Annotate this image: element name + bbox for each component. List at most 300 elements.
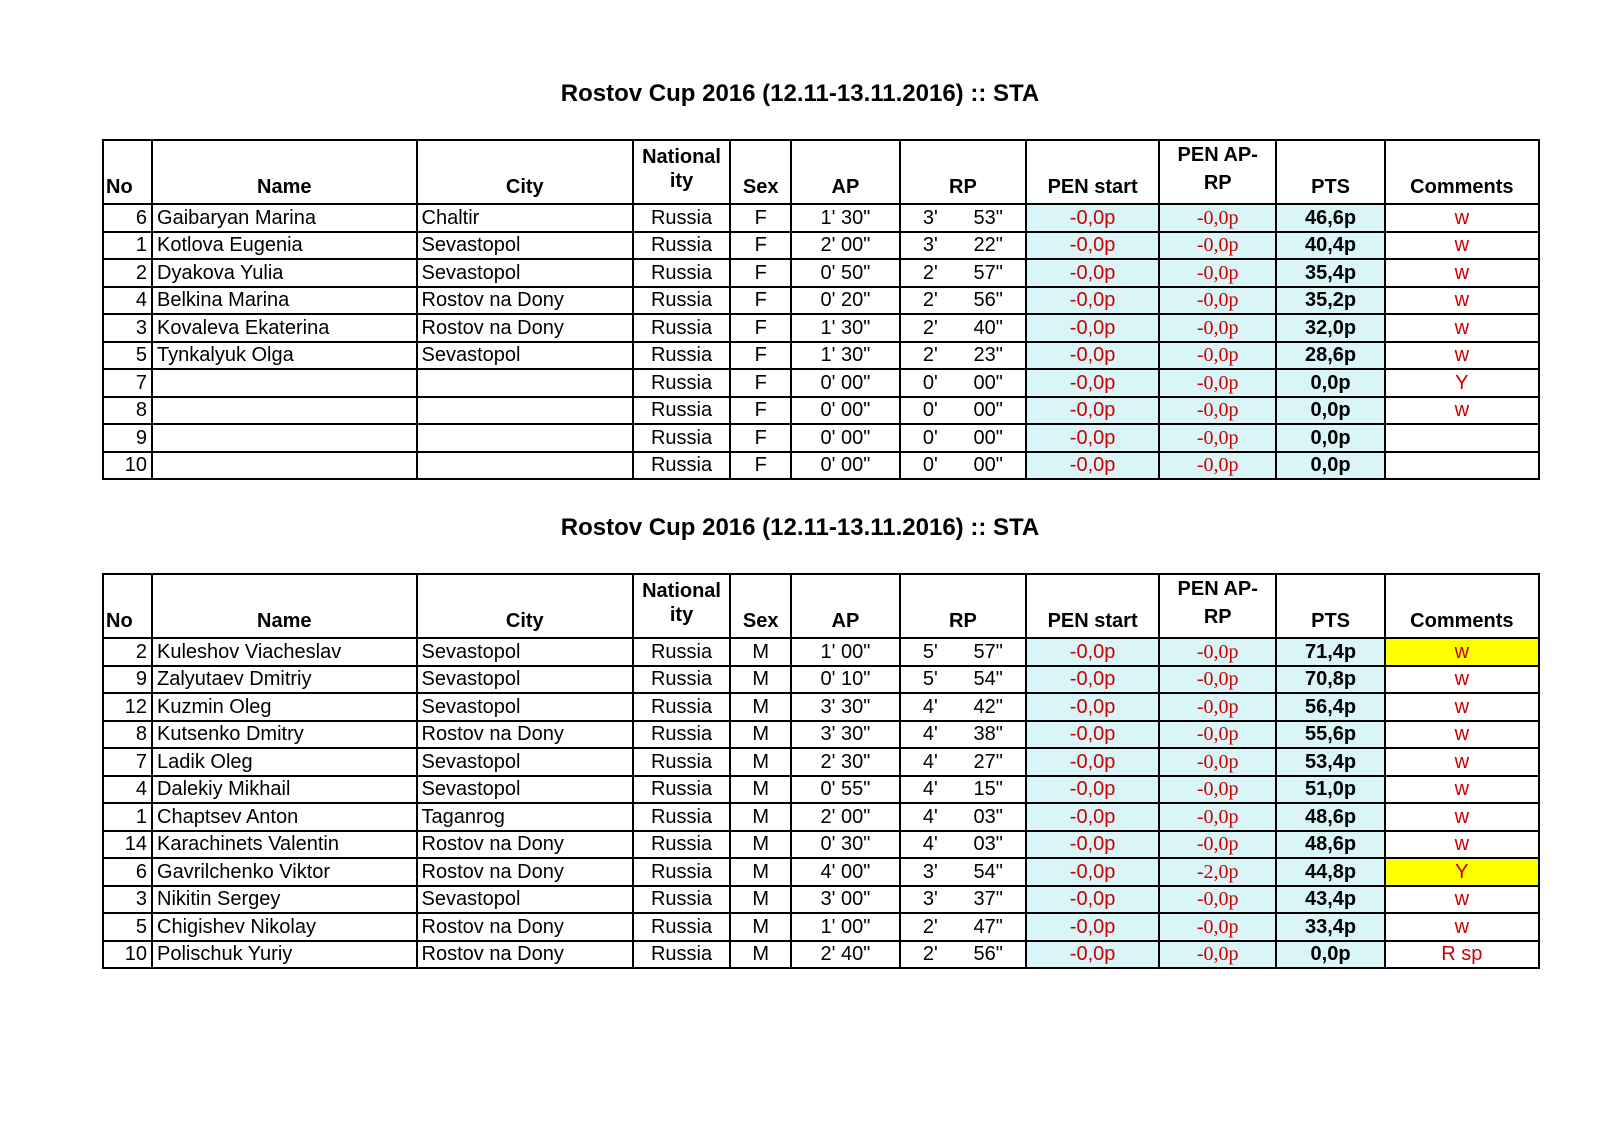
rp-seconds: 15" — [973, 778, 1003, 801]
cell-comment: w — [1385, 666, 1539, 694]
cell-rp — [900, 858, 1027, 886]
cell-pts: 46,6p — [1276, 204, 1384, 232]
cell-pts: 0,0p — [1276, 424, 1384, 452]
cell-ap: 1' 30" — [791, 314, 899, 342]
cell-sex: F — [730, 369, 791, 397]
cell-sex: F — [730, 452, 791, 480]
cell-ap: 2' 00" — [791, 803, 899, 831]
cell-comment: w — [1385, 831, 1539, 859]
cell-no: 9 — [103, 424, 152, 452]
cell-ap: 1' 00" — [791, 638, 899, 666]
rp-seconds: 56" — [973, 289, 1003, 312]
cell-pen-ap-rp: -0,0p — [1159, 452, 1276, 480]
table-row — [103, 452, 1539, 480]
cell-no: 2 — [103, 259, 152, 287]
rp-minutes: 5' — [922, 640, 938, 663]
table-body-women — [103, 204, 1539, 479]
cell-pts: 0,0p — [1276, 941, 1384, 969]
cell-city: Sevastopol — [417, 776, 634, 804]
rp-seconds: 27" — [973, 750, 1003, 773]
table-row — [103, 369, 1539, 397]
cell-pts: 33,4p — [1276, 913, 1384, 941]
cell-sex: F — [730, 424, 791, 452]
table-row — [103, 397, 1539, 425]
rp-minutes: 3' — [922, 888, 938, 911]
cell-ap: 0' 00" — [791, 452, 899, 480]
cell-pts: 32,0p — [1276, 314, 1384, 342]
cell-rp — [900, 693, 1027, 721]
cell-name — [152, 452, 417, 480]
cell-pen-ap-rp: -0,0p — [1159, 748, 1276, 776]
cell-no: 1 — [103, 232, 152, 260]
cell-pen-start: -0,0p — [1026, 232, 1159, 260]
col-header-rp: RP — [900, 140, 1027, 204]
cell-pen-ap-rp: -0,0p — [1159, 204, 1276, 232]
cell-nationality: Russia — [633, 913, 730, 941]
cell-sex: M — [730, 913, 791, 941]
col-header-ap: AP — [791, 574, 899, 638]
table-row — [103, 803, 1539, 831]
col-header-pts: PTS — [1276, 574, 1384, 638]
cell-nationality: Russia — [633, 831, 730, 859]
cell-nationality: Russia — [633, 748, 730, 776]
col-header-ap: AP — [791, 140, 899, 204]
cell-sex: F — [730, 232, 791, 260]
rp-seconds: 40" — [973, 316, 1003, 339]
rp-minutes: 2' — [922, 943, 938, 966]
rp-seconds: 57" — [973, 640, 1003, 663]
cell-pen-start: -0,0p — [1026, 452, 1159, 480]
cell-nationality: Russia — [633, 721, 730, 749]
rp-minutes: 3' — [922, 860, 938, 883]
cell-sex: M — [730, 693, 791, 721]
rp-minutes: 4' — [922, 750, 938, 773]
cell-city: Sevastopol — [417, 748, 634, 776]
cell-sex: M — [730, 941, 791, 969]
cell-comment: w — [1385, 204, 1539, 232]
col-header-nationality: National ity — [633, 574, 730, 638]
cell-rp — [900, 831, 1027, 859]
rp-seconds: 38" — [973, 723, 1003, 746]
cell-ap: 0' 55" — [791, 776, 899, 804]
rp-seconds: 47" — [973, 915, 1003, 938]
cell-comment: w — [1385, 693, 1539, 721]
rp-seconds: 37" — [973, 888, 1003, 911]
cell-no: 14 — [103, 831, 152, 859]
table-row — [103, 204, 1539, 232]
cell-pen-start: -0,0p — [1026, 314, 1159, 342]
cell-pen-ap-rp: -0,0p — [1159, 721, 1276, 749]
table-row — [103, 342, 1539, 370]
cell-city: Sevastopol — [417, 666, 634, 694]
cell-sex: M — [730, 858, 791, 886]
cell-nationality: Russia — [633, 693, 730, 721]
cell-city — [417, 397, 634, 425]
cell-nationality: Russia — [633, 666, 730, 694]
cell-pen-ap-rp: -0,0p — [1159, 693, 1276, 721]
col-header-no: No — [103, 140, 152, 204]
table-row — [103, 314, 1539, 342]
cell-sex: M — [730, 721, 791, 749]
table-body-men — [103, 638, 1539, 968]
rp-seconds: 00" — [973, 399, 1003, 422]
cell-comment: R sp — [1385, 941, 1539, 969]
cell-no: 1 — [103, 803, 152, 831]
cell-pen-ap-rp: -0,0p — [1159, 342, 1276, 370]
cell-comment: w — [1385, 259, 1539, 287]
cell-nationality: Russia — [633, 287, 730, 315]
cell-sex: F — [730, 287, 791, 315]
cell-pen-ap-rp: -0,0p — [1159, 314, 1276, 342]
cell-pen-ap-rp: -0,0p — [1159, 831, 1276, 859]
cell-nationality: Russia — [633, 886, 730, 914]
rp-minutes: 0' — [922, 399, 938, 422]
cell-comment: w — [1385, 776, 1539, 804]
cell-pen-start: -0,0p — [1026, 886, 1159, 914]
cell-pen-start: -0,0p — [1026, 941, 1159, 969]
cell-name: Ladik Oleg — [152, 748, 417, 776]
cell-rp — [900, 232, 1027, 260]
cell-no: 5 — [103, 913, 152, 941]
cell-name: Tynkalyuk Olga — [152, 342, 417, 370]
cell-pen-ap-rp: -0,0p — [1159, 232, 1276, 260]
table-title-women: Rostov Cup 2016 (12.11-13.11.2016) :: STA — [560, 80, 1040, 107]
cell-no: 8 — [103, 721, 152, 749]
cell-pen-start: -0,0p — [1026, 666, 1159, 694]
cell-city: Sevastopol — [417, 259, 634, 287]
cell-pen-start: -0,0p — [1026, 776, 1159, 804]
cell-pts: 51,0p — [1276, 776, 1384, 804]
cell-name — [152, 369, 417, 397]
cell-nationality: Russia — [633, 452, 730, 480]
cell-rp — [900, 666, 1027, 694]
cell-ap: 0' 20" — [791, 287, 899, 315]
rp-seconds: 22" — [973, 234, 1003, 257]
cell-ap: 3' 00" — [791, 886, 899, 914]
cell-comment: w — [1385, 314, 1539, 342]
cell-comment — [1385, 424, 1539, 452]
cell-pen-start: -0,0p — [1026, 638, 1159, 666]
header-row — [103, 140, 1539, 204]
cell-pen-ap-rp: -2,0p — [1159, 858, 1276, 886]
rp-minutes: 4' — [922, 695, 938, 718]
cell-sex: F — [730, 342, 791, 370]
cell-ap: 2' 30" — [791, 748, 899, 776]
cell-pen-ap-rp: -0,0p — [1159, 941, 1276, 969]
cell-pen-ap-rp: -0,0p — [1159, 369, 1276, 397]
rp-minutes: 5' — [922, 668, 938, 691]
col-header-comments: Comments — [1385, 574, 1539, 638]
rp-minutes: 3' — [922, 206, 938, 229]
col-header-comments: Comments — [1385, 140, 1539, 204]
col-header-pts: PTS — [1276, 140, 1384, 204]
cell-comment: w — [1385, 913, 1539, 941]
cell-name: Dalekiy Mikhail — [152, 776, 417, 804]
cell-pts: 43,4p — [1276, 886, 1384, 914]
cell-pen-start: -0,0p — [1026, 831, 1159, 859]
cell-city — [417, 452, 634, 480]
cell-city — [417, 424, 634, 452]
cell-pts: 35,2p — [1276, 287, 1384, 315]
cell-pts: 48,6p — [1276, 831, 1384, 859]
cell-city: Sevastopol — [417, 638, 634, 666]
cell-sex: M — [730, 886, 791, 914]
cell-rp — [900, 776, 1027, 804]
cell-no: 7 — [103, 748, 152, 776]
cell-no: 12 — [103, 693, 152, 721]
rp-seconds: 42" — [973, 695, 1003, 718]
cell-name: Belkina Marina — [152, 287, 417, 315]
cell-pen-start: -0,0p — [1026, 397, 1159, 425]
cell-city: Rostov na Dony — [417, 858, 634, 886]
cell-sex: M — [730, 831, 791, 859]
cell-ap: 4' 00" — [791, 858, 899, 886]
rp-seconds: 03" — [973, 805, 1003, 828]
col-header-pen-ap-rp: PEN AP- RP — [1159, 140, 1276, 204]
table-row — [103, 287, 1539, 315]
cell-pen-start: -0,0p — [1026, 342, 1159, 370]
cell-pts: 0,0p — [1276, 369, 1384, 397]
cell-sex: M — [730, 666, 791, 694]
cell-city: Sevastopol — [417, 342, 634, 370]
cell-comment: w — [1385, 342, 1539, 370]
cell-nationality: Russia — [633, 314, 730, 342]
cell-no: 10 — [103, 941, 152, 969]
cell-pts: 35,4p — [1276, 259, 1384, 287]
cell-ap: 1' 00" — [791, 913, 899, 941]
cell-nationality: Russia — [633, 858, 730, 886]
col-header-name: Name — [152, 574, 417, 638]
cell-pts: 71,4p — [1276, 638, 1384, 666]
cell-ap: 0' 00" — [791, 397, 899, 425]
rp-seconds: 00" — [973, 371, 1003, 394]
col-header-sex: Sex — [730, 574, 791, 638]
cell-sex: F — [730, 397, 791, 425]
rp-minutes: 4' — [922, 833, 938, 856]
cell-name: Kutsenko Dmitry — [152, 721, 417, 749]
table-row — [103, 886, 1539, 914]
table-row — [103, 913, 1539, 941]
cell-no: 4 — [103, 776, 152, 804]
cell-pen-start: -0,0p — [1026, 369, 1159, 397]
cell-pen-start: -0,0p — [1026, 721, 1159, 749]
cell-ap: 0' 30" — [791, 831, 899, 859]
cell-city: Sevastopol — [417, 693, 634, 721]
cell-nationality: Russia — [633, 424, 730, 452]
cell-pts: 0,0p — [1276, 397, 1384, 425]
cell-name: Karachinets Valentin — [152, 831, 417, 859]
cell-rp — [900, 452, 1027, 480]
cell-no: 6 — [103, 858, 152, 886]
cell-rp — [900, 721, 1027, 749]
cell-no: 7 — [103, 369, 152, 397]
cell-city: Rostov na Dony — [417, 287, 634, 315]
cell-no: 9 — [103, 666, 152, 694]
table-row — [103, 666, 1539, 694]
cell-no: 2 — [103, 638, 152, 666]
cell-no: 5 — [103, 342, 152, 370]
cell-comment: w — [1385, 803, 1539, 831]
cell-name: Zalyutaev Dmitriy — [152, 666, 417, 694]
cell-pen-start: -0,0p — [1026, 748, 1159, 776]
cell-ap: 0' 10" — [791, 666, 899, 694]
cell-comment: Y — [1385, 369, 1539, 397]
cell-city: Taganrog — [417, 803, 634, 831]
cell-comment: w — [1385, 397, 1539, 425]
rp-minutes: 0' — [922, 426, 938, 449]
cell-rp — [900, 342, 1027, 370]
rp-seconds: 00" — [973, 426, 1003, 449]
cell-pen-start: -0,0p — [1026, 693, 1159, 721]
cell-pen-ap-rp: -0,0p — [1159, 803, 1276, 831]
cell-name — [152, 424, 417, 452]
rp-minutes: 0' — [922, 371, 938, 394]
cell-pen-ap-rp: -0,0p — [1159, 259, 1276, 287]
cell-rp — [900, 913, 1027, 941]
col-header-pen-start: PEN start — [1026, 140, 1159, 204]
cell-ap: 0' 50" — [791, 259, 899, 287]
cell-pts: 44,8p — [1276, 858, 1384, 886]
cell-comment: w — [1385, 886, 1539, 914]
cell-pts: 0,0p — [1276, 452, 1384, 480]
table-row — [103, 748, 1539, 776]
rp-seconds: 23" — [973, 344, 1003, 367]
cell-pen-ap-rp: -0,0p — [1159, 638, 1276, 666]
header-row — [103, 574, 1539, 638]
cell-comment: Y — [1385, 858, 1539, 886]
table-row — [103, 693, 1539, 721]
cell-name: Chigishev Nikolay — [152, 913, 417, 941]
cell-pts: 53,4p — [1276, 748, 1384, 776]
cell-comment: w — [1385, 287, 1539, 315]
rp-minutes: 2' — [922, 915, 938, 938]
rp-minutes: 2' — [922, 289, 938, 312]
rp-minutes: 3' — [922, 234, 938, 257]
rp-minutes: 4' — [922, 778, 938, 801]
cell-pen-ap-rp: -0,0p — [1159, 776, 1276, 804]
table-row — [103, 232, 1539, 260]
cell-pen-start: -0,0p — [1026, 858, 1159, 886]
rp-minutes: 2' — [922, 261, 938, 284]
cell-city: Rostov na Dony — [417, 941, 634, 969]
cell-pen-start: -0,0p — [1026, 204, 1159, 232]
cell-sex: M — [730, 803, 791, 831]
rp-seconds: 57" — [973, 261, 1003, 284]
col-header-nationality: National ity — [633, 140, 730, 204]
cell-ap: 0' 00" — [791, 424, 899, 452]
cell-comment — [1385, 452, 1539, 480]
cell-pen-ap-rp: -0,0p — [1159, 287, 1276, 315]
cell-nationality: Russia — [633, 941, 730, 969]
cell-city: Sevastopol — [417, 886, 634, 914]
cell-pen-ap-rp: -0,0p — [1159, 913, 1276, 941]
col-header-sex: Sex — [730, 140, 791, 204]
cell-city: Rostov na Dony — [417, 314, 634, 342]
col-header-pen-start: PEN start — [1026, 574, 1159, 638]
cell-ap: 1' 30" — [791, 204, 899, 232]
cell-rp — [900, 369, 1027, 397]
cell-no: 6 — [103, 204, 152, 232]
cell-ap: 0' 00" — [791, 369, 899, 397]
cell-name — [152, 397, 417, 425]
rp-minutes: 4' — [922, 723, 938, 746]
cell-nationality: Russia — [633, 397, 730, 425]
cell-pen-start: -0,0p — [1026, 803, 1159, 831]
cell-sex: M — [730, 776, 791, 804]
cell-pen-ap-rp: -0,0p — [1159, 666, 1276, 694]
table-row — [103, 776, 1539, 804]
cell-name: Nikitin Sergey — [152, 886, 417, 914]
cell-city: Chaltir — [417, 204, 634, 232]
rp-minutes: 0' — [922, 454, 938, 477]
cell-comment: w — [1385, 721, 1539, 749]
cell-name: Kuzmin Oleg — [152, 693, 417, 721]
cell-no: 3 — [103, 314, 152, 342]
cell-sex: F — [730, 204, 791, 232]
cell-nationality: Russia — [633, 803, 730, 831]
cell-nationality: Russia — [633, 776, 730, 804]
cell-sex: M — [730, 748, 791, 776]
cell-rp — [900, 287, 1027, 315]
table-row — [103, 424, 1539, 452]
cell-pts: 70,8p — [1276, 666, 1384, 694]
cell-no: 4 — [103, 287, 152, 315]
cell-rp — [900, 638, 1027, 666]
cell-ap: 2' 00" — [791, 232, 899, 260]
cell-city: Sevastopol — [417, 232, 634, 260]
cell-pen-start: -0,0p — [1026, 424, 1159, 452]
cell-rp — [900, 803, 1027, 831]
cell-city: Rostov na Dony — [417, 913, 634, 941]
col-header-rp: RP — [900, 574, 1027, 638]
rp-seconds: 53" — [973, 206, 1003, 229]
cell-sex: F — [730, 314, 791, 342]
cell-pts: 40,4p — [1276, 232, 1384, 260]
cell-pen-ap-rp: -0,0p — [1159, 397, 1276, 425]
cell-city: Rostov na Dony — [417, 831, 634, 859]
cell-pts: 55,6p — [1276, 721, 1384, 749]
cell-pen-start: -0,0p — [1026, 259, 1159, 287]
col-header-no: No — [103, 574, 152, 638]
cell-pen-ap-rp: -0,0p — [1159, 886, 1276, 914]
cell-pts: 28,6p — [1276, 342, 1384, 370]
cell-rp — [900, 314, 1027, 342]
cell-rp — [900, 748, 1027, 776]
cell-comment: w — [1385, 232, 1539, 260]
table-title-men: Rostov Cup 2016 (12.11-13.11.2016) :: STA — [560, 514, 1040, 541]
cell-comment: w — [1385, 748, 1539, 776]
rp-minutes: 4' — [922, 805, 938, 828]
cell-rp — [900, 941, 1027, 969]
cell-rp — [900, 424, 1027, 452]
cell-rp — [900, 204, 1027, 232]
cell-nationality: Russia — [633, 369, 730, 397]
rp-minutes: 2' — [922, 344, 938, 367]
table-row — [103, 831, 1539, 859]
cell-pen-start: -0,0p — [1026, 287, 1159, 315]
cell-name: Kuleshov Viacheslav — [152, 638, 417, 666]
col-header-name: Name — [152, 140, 417, 204]
table-row — [103, 941, 1539, 969]
cell-name: Kovaleva Ekaterina — [152, 314, 417, 342]
results-table-men — [102, 573, 1540, 969]
cell-comment: w — [1385, 638, 1539, 666]
cell-pts: 56,4p — [1276, 693, 1384, 721]
col-header-city: City — [417, 140, 634, 204]
cell-name: Dyakova Yulia — [152, 259, 417, 287]
cell-no: 10 — [103, 452, 152, 480]
cell-nationality: Russia — [633, 204, 730, 232]
